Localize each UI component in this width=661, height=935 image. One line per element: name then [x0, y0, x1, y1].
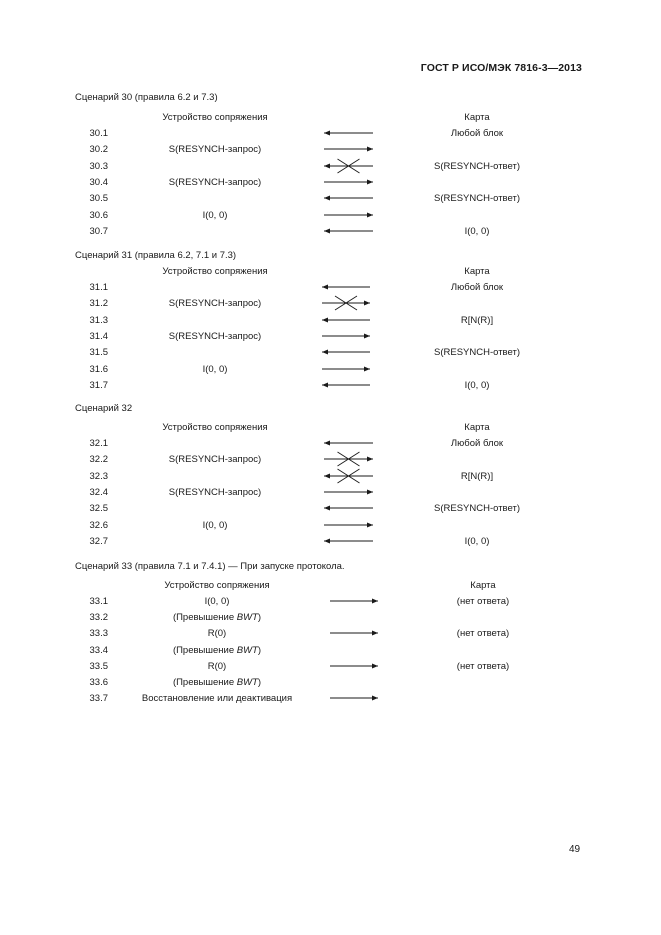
- step-number: 31.5: [89, 347, 108, 359]
- arrow-head: [364, 366, 370, 371]
- arrow-right-icon: [324, 518, 373, 532]
- arrow-left-icon: [324, 224, 373, 238]
- scenario-step-row: [0, 282, 661, 296]
- device-message: I(0, 0): [202, 209, 228, 221]
- device-message: S(RESYNCH-запрос): [168, 144, 262, 156]
- card-message: I(0, 0): [464, 535, 490, 547]
- step-number: 32.4: [89, 486, 108, 498]
- device-message: (Превышение BWT): [172, 612, 262, 624]
- scenario-step-row: [0, 454, 661, 468]
- step-number: 30.6: [89, 209, 108, 221]
- card-message: (нет ответа): [456, 660, 510, 672]
- arrow-head: [372, 663, 378, 668]
- page-number: 49: [569, 844, 581, 855]
- card-message: Любой блок: [450, 128, 504, 139]
- scenario-step-row: [0, 364, 661, 378]
- scenario-step-row: [0, 536, 661, 550]
- arrow-head: [367, 457, 373, 462]
- arrow-head: [324, 473, 330, 478]
- arrow-left-lost-icon: [324, 469, 373, 483]
- step-number: 33.2: [89, 612, 108, 624]
- card-column-header: Карта: [464, 112, 490, 123]
- step-number: 33.4: [89, 644, 108, 656]
- arrow-right-lost-icon: [324, 452, 373, 466]
- card-message: (нет ответа): [456, 596, 510, 607]
- scenario-step-row: [0, 128, 661, 142]
- step-number: 31.2: [89, 298, 108, 310]
- card-message: (нет ответа): [456, 628, 510, 640]
- arrow-left-lost-icon: [324, 159, 373, 173]
- device-message: S(RESYNCH-запрос): [168, 176, 262, 188]
- step-number: 32.7: [89, 535, 108, 547]
- card-message: R[N(R)]: [460, 470, 494, 482]
- step-number: 31.1: [89, 282, 108, 293]
- device-column-header: Устройство сопряжения: [162, 266, 268, 277]
- card-message: I(0, 0): [464, 225, 490, 237]
- card-column-header: Карта: [464, 422, 490, 433]
- scenario-step-row: [0, 380, 661, 394]
- step-number: 33.6: [89, 677, 108, 688]
- arrow-right-icon: [324, 485, 373, 499]
- scenario-step-row: [0, 315, 661, 329]
- arrow-right-icon: [322, 362, 370, 376]
- arrow-head: [324, 441, 330, 446]
- arrow-head: [367, 489, 373, 494]
- device-message: I(0, 0): [204, 596, 230, 607]
- arrow-head: [364, 301, 370, 306]
- arrow-left-icon: [324, 191, 373, 205]
- arrow-right-icon: [324, 208, 373, 222]
- scenario-title: Сценарий 32: [75, 403, 133, 414]
- arrow-left-icon: [322, 280, 370, 294]
- arrow-right-icon: [330, 659, 378, 673]
- step-number: 30.5: [89, 193, 108, 205]
- scenario-step-row: [0, 677, 661, 691]
- card-column-header: Карта: [470, 580, 496, 591]
- card-column-header: Карта: [464, 266, 490, 277]
- device-message: R(0): [207, 660, 227, 672]
- arrow-left-icon: [324, 436, 373, 450]
- step-number: 32.3: [89, 470, 108, 482]
- device-message: S(RESYNCH-запрос): [168, 330, 262, 342]
- scenario-step-row: [0, 177, 661, 191]
- arrow-head: [322, 350, 328, 355]
- arrow-head: [322, 285, 328, 290]
- card-message: S(RESYNCH-ответ): [434, 503, 520, 515]
- scenario-step-row: [0, 520, 661, 534]
- step-number: 33.1: [89, 596, 108, 607]
- card-message: S(RESYNCH-ответ): [434, 347, 520, 359]
- scenario-step-row: [0, 438, 661, 452]
- arrow-right-icon: [330, 691, 378, 705]
- arrow-head: [364, 333, 370, 338]
- step-number: 33.3: [89, 628, 108, 640]
- arrow-head: [324, 163, 330, 168]
- scenario-step-row: [0, 503, 661, 517]
- scenario-step-row: [0, 471, 661, 485]
- step-number: 33.7: [89, 693, 108, 705]
- scenario-title: Сценарий 31 (правила 6.2, 7.1 и 7.3): [75, 250, 237, 261]
- step-number: 32.6: [89, 519, 108, 531]
- scenario-step-row: [0, 628, 661, 642]
- step-number: 30.3: [89, 160, 108, 172]
- scenario-step-row: [0, 612, 661, 626]
- scenario-step-row: [0, 193, 661, 207]
- device-message: Восстановление или деактивация: [141, 693, 293, 705]
- card-message: Любой блок: [450, 438, 504, 449]
- device-message: S(RESYNCH-запрос): [168, 298, 262, 310]
- step-number: 32.2: [89, 454, 108, 466]
- step-number: 31.4: [89, 330, 108, 342]
- arrow-head: [324, 538, 330, 543]
- arrow-right-icon: [324, 175, 373, 189]
- arrow-left-icon: [322, 345, 370, 359]
- card-message: I(0, 0): [464, 379, 490, 391]
- arrow-left-icon: [324, 534, 373, 548]
- arrow-right-icon: [322, 329, 370, 343]
- arrow-head: [367, 179, 373, 184]
- arrow-head: [367, 147, 373, 152]
- step-number: 30.1: [89, 128, 108, 139]
- arrow-head: [367, 212, 373, 217]
- card-message: S(RESYNCH-ответ): [434, 160, 520, 172]
- arrow-head: [322, 382, 328, 387]
- arrow-right-icon: [330, 594, 378, 608]
- scenario-step-row: [0, 226, 661, 240]
- arrow-left-icon: [324, 501, 373, 515]
- step-number: 31.3: [89, 314, 108, 326]
- device-message: I(0, 0): [202, 363, 228, 375]
- device-message: S(RESYNCH-запрос): [168, 486, 262, 498]
- scenario-step-row: [0, 661, 661, 675]
- scenario-step-row: [0, 693, 661, 707]
- arrow-left-icon: [322, 313, 370, 327]
- step-number: 30.2: [89, 144, 108, 156]
- arrow-head: [324, 506, 330, 511]
- scenario-title: Сценарий 33 (правила 7.1 и 7.4.1) — При запуске протокола.: [75, 561, 345, 572]
- arrow-left-icon: [324, 126, 373, 140]
- arrow-head: [367, 522, 373, 527]
- arrow-right-icon: [330, 626, 378, 640]
- card-message: Любой блок: [450, 282, 504, 293]
- scenario-step-row: [0, 144, 661, 158]
- arrow-head: [322, 317, 328, 322]
- step-number: 31.7: [89, 379, 108, 391]
- scenario-step-row: [0, 298, 661, 312]
- scenario-step-row: [0, 487, 661, 501]
- arrow-head: [372, 631, 378, 636]
- scenario-step-row: [0, 210, 661, 224]
- arrow-head: [372, 696, 378, 701]
- document-header: ГОСТ Р ИСО/МЭК 7816-3—2013: [420, 62, 582, 74]
- step-number: 31.6: [89, 363, 108, 375]
- arrow-right-lost-icon: [322, 296, 370, 310]
- arrow-right-icon: [324, 142, 373, 156]
- arrow-head: [324, 228, 330, 233]
- scenario-title: Сценарий 30 (правила 6.2 и 7.3): [75, 92, 218, 103]
- card-message: R[N(R)]: [460, 314, 494, 326]
- step-number: 33.5: [89, 660, 108, 672]
- arrow-head: [372, 599, 378, 604]
- device-column-header: Устройство сопряжения: [162, 422, 268, 433]
- step-number: 30.4: [89, 176, 108, 188]
- device-column-header: Устройство сопряжения: [164, 580, 270, 591]
- step-number: 32.5: [89, 503, 108, 515]
- step-number: 32.1: [89, 438, 108, 449]
- step-number: 30.7: [89, 225, 108, 237]
- device-message: (Превышение BWT): [172, 677, 262, 688]
- device-message: I(0, 0): [202, 519, 228, 531]
- scenario-step-row: [0, 347, 661, 361]
- device-message: S(RESYNCH-запрос): [168, 454, 262, 466]
- scenario-step-row: [0, 596, 661, 610]
- scenario-step-row: [0, 645, 661, 659]
- device-column-header: Устройство сопряжения: [162, 112, 268, 123]
- device-message: (Превышение BWT): [172, 644, 262, 656]
- device-message: R(0): [207, 628, 227, 640]
- card-message: S(RESYNCH-ответ): [434, 193, 520, 205]
- arrow-head: [324, 196, 330, 201]
- scenario-step-row: [0, 331, 661, 345]
- arrow-head: [324, 131, 330, 136]
- scenario-step-row: [0, 161, 661, 175]
- arrow-left-icon: [322, 378, 370, 392]
